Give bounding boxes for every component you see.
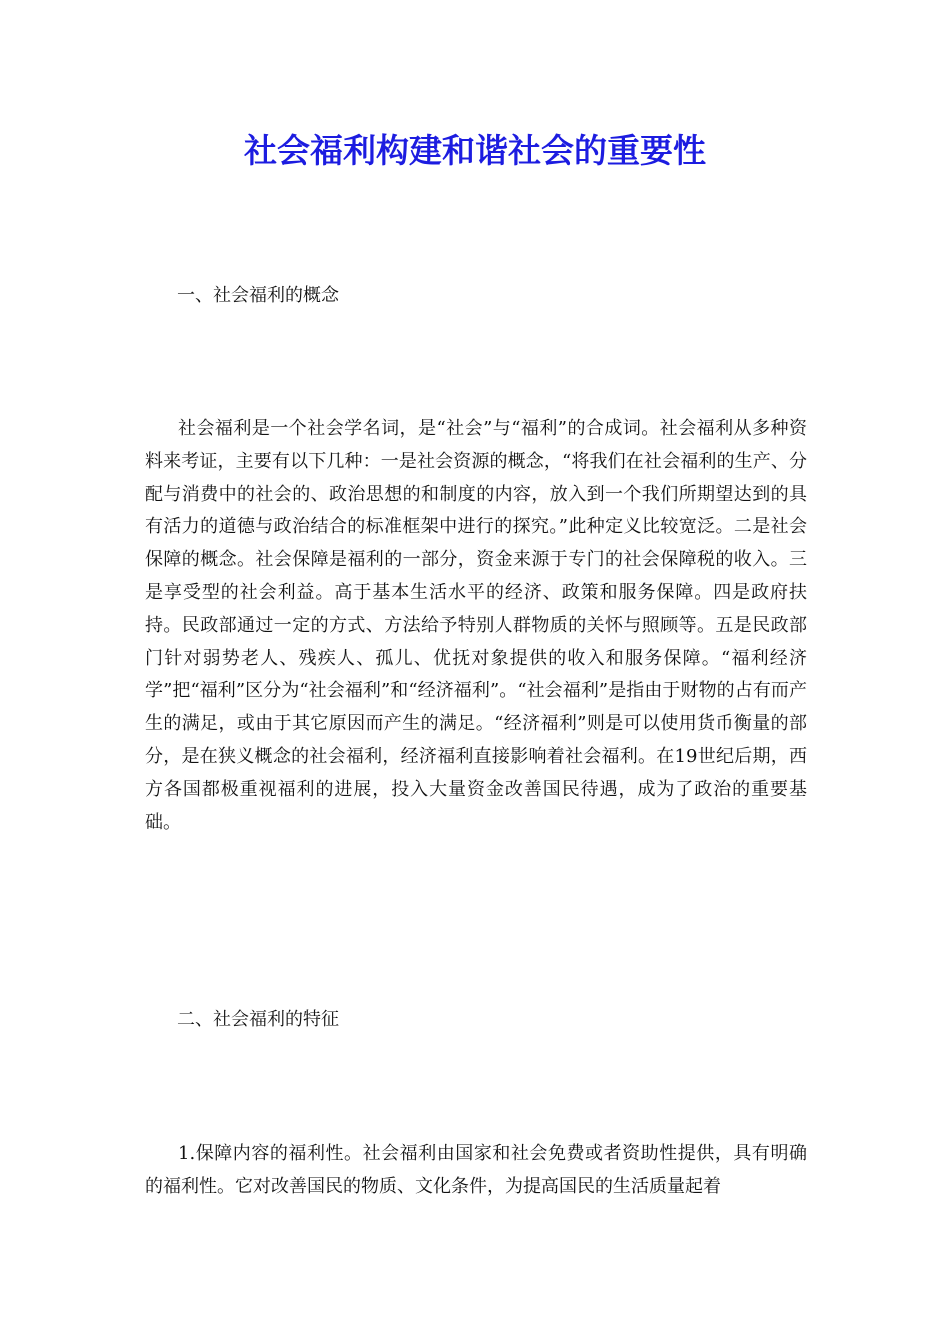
section-1-heading: 一、社会福利的概念 <box>177 285 339 306</box>
document-title: 社会福利构建和谐社会的重要性 <box>244 131 706 170</box>
section-1-paragraph: 社会福利是一个社会学名词，是“社会”与“福利”的合成词。社会福利从多种资料来考证，主要有以下几种：一是社会资源的概念，“将我们在社会福利的生产、分配与消费中的社会的、政治思想的和制度的内容，放入到一个我们所期望达到的具有活力的道德与政治结合的标准框架中进行的探究。”此种定义比较宽泛。二是社会保障的概念。社会保障是福利的一部分，资金来源于专门的社会保障税的收入。三是享受型的社会利益。高于基本生活水平的经济、政策和服务保障。四是政府扶持。民政部通过一定的方式、方法给予特别人群物质的关怀与照顾等。五是民政部门针对弱势老人、残疾人、孤儿、优抚对象提供的收入和服务保障。“福利经济学”把“福利”区分为“社会福利”和“经济福利”。“社会福利”是指由于财物的占有而产生的满足，或由于其它原因而产生的满足。“经济福利”则是可以使用货币衡量的部分，是在狭义概念的社会福利，经济福利直接影响着社会福利。在19世纪后期，西方各国都极重视福利的进展，投入大量资金改善国民待遇，成为了政治的重要基础。 <box>145 418 807 833</box>
section-2-paragraph: 1.保障内容的福利性。社会福利由国家和社会免费或者资助性提供，具有明确的福利性。它对改善国民的物质、文化条件，为提高国民的生活质量起着 <box>145 1143 807 1197</box>
section-2-heading: 二、社会福利的特征 <box>177 1009 339 1030</box>
